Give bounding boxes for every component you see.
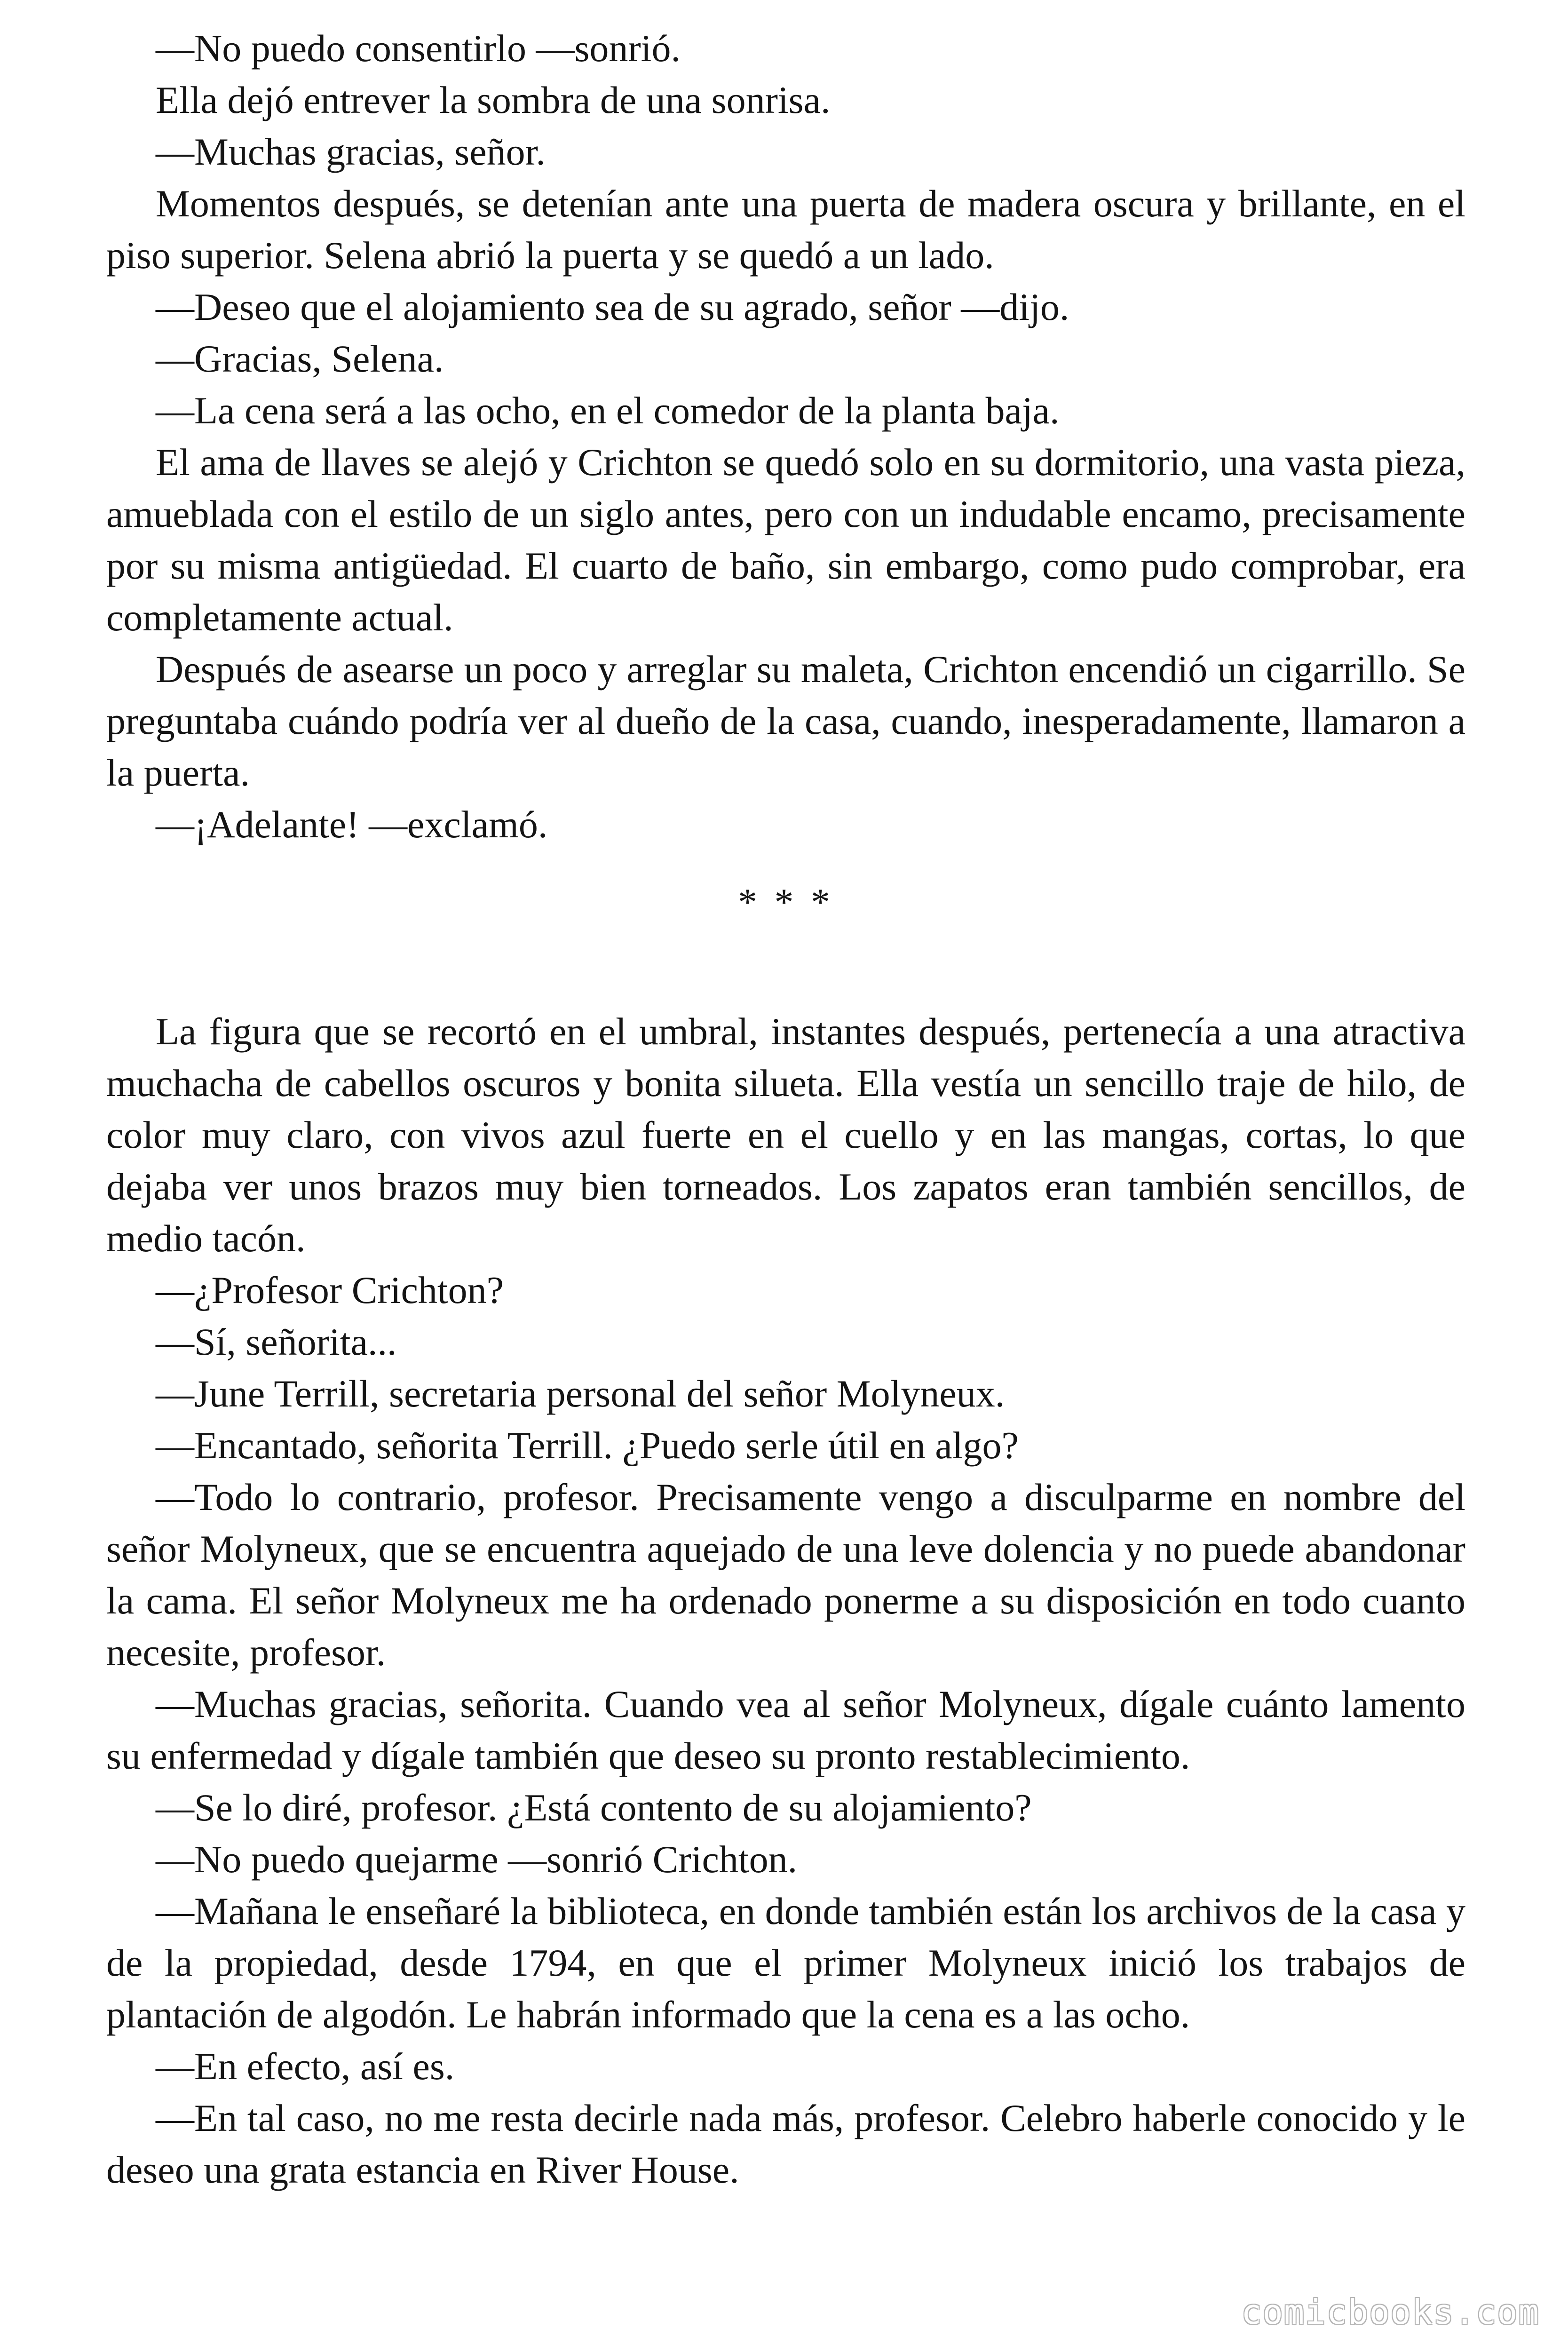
paragraph: Ella dejó entrever la sombra de una sonrisa. [156,79,831,121]
paragraph: —¡Adelante! —exclamó. [156,803,548,846]
paragraph: —Muchas gracias, señor. [156,130,546,173]
paragraph: —June Terrill, secretaria personal del señor Molyneux. [156,1372,1005,1415]
paragraph: Momentos después, se detenían ante una puerta de madera oscura y brillante, en el piso superior. Selena abrió la puerta y se quedó a un lado. [106,182,1465,277]
paragraph: —Se lo diré, profesor. ¿Está contento de su alojamiento? [156,1786,1032,1829]
paragraph: —Todo lo contrario, profesor. Precisamente vengo a disculparme en nombre del señor Molyneux, que se encuentra aquejado de una leve dolencia y no puede abandonar la cama. El señor Molyneux me ha ordenado ponerme a su disposición en todo cuanto necesite, profesor. [106,1476,1465,1674]
paragraph: —La cena será a las ocho, en el comedor de la planta baja. [156,389,1060,432]
paragraph: —¿Profesor Crichton? [156,1269,504,1311]
paragraph: Después de asearse un poco y arreglar su maleta, Crichton encendió un cigarrillo. Se preguntaba cuándo podría ver al dueño de la casa, cuando, inesperadamente, llamaron a la puerta. [106,648,1465,794]
page-body [106,23,1465,2196]
paragraph: —Muchas gracias, señorita. Cuando vea al señor Molyneux, dígale cuánto lamento su enfermedad y dígale también que deseo su pronto restablecimiento. [106,1683,1465,1777]
paragraph: —En efecto, así es. [156,2045,455,2088]
paragraph: —Mañana le enseñaré la biblioteca, en donde también están los archivos de la casa y de la propiedad, desde 1794, en que el primer Molyneux inició los trabajos de plantación de algodón. Le habrán informado que la cena es a las ocho. [106,1890,1465,2036]
paragraph: El ama de llaves se alejó y Crichton se quedó solo en su dormitorio, una vasta pieza, amueblada con el estilo de un siglo antes, pero con un indudable encamo, precisamente por su misma antigüedad. El cuarto de baño, sin embargo, como pudo comprobar, era completamente actual. [106,441,1465,639]
paragraph: —No puedo quejarme —sonrió Crichton. [156,1838,798,1881]
paragraph: —Gracias, Selena. [156,337,444,380]
paragraph: —Sí, señorita... [156,1320,397,1363]
watermark: comicbooks.com [1241,2292,1540,2332]
paragraph: —En tal caso, no me resta decirle nada más, profesor. Celebro haberle conocido y le deseo una grata estancia en River House. [106,2097,1465,2191]
section-separator: * * * [738,881,834,923]
paragraph: La figura que se recortó en el umbral, instantes después, pertenecía a una atractiva muchacha de cabellos oscuros y bonita silueta. Ella vestía un sencillo traje de hilo, de color muy claro, con vivos azul fuerte en el cuello y en las mangas, cortas, lo que dejaba ver unos brazos muy bien torneados. Los zapatos eran también sencillos, de medio tacón. [106,1010,1465,1260]
paragraph: —Deseo que el alojamiento sea de su agrado, señor —dijo. [156,286,1069,328]
paragraph: —No puedo consentirlo —sonrió. [156,27,681,70]
paragraph: —Encantado, señorita Terrill. ¿Puedo serle útil en algo? [156,1424,1019,1467]
